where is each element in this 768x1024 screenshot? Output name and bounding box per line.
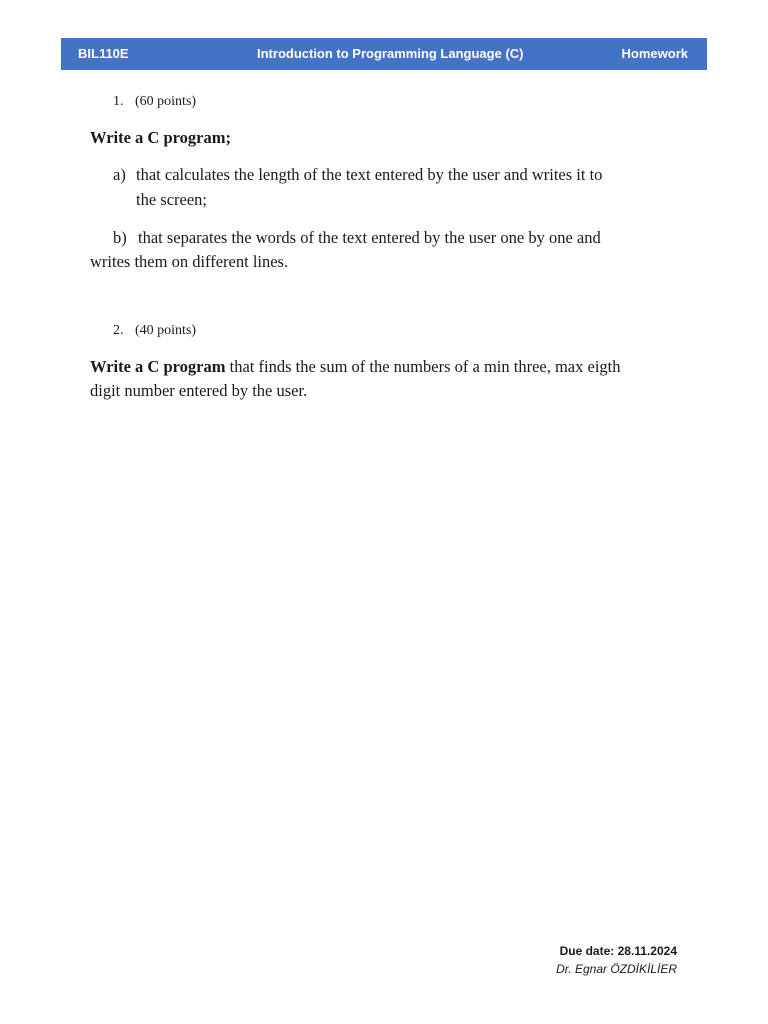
document-type: Homework — [621, 46, 688, 61]
question-1-number: 1. — [113, 94, 124, 109]
question-2-line1 — [90, 357, 621, 377]
question-1-part-b-label: b) — [113, 228, 127, 247]
question-1-part-b-line1: that separates the words of the text entered by the user one by one and — [138, 228, 601, 247]
author-name: Dr. Egnar ÖZDİKİLİER — [556, 962, 677, 976]
question-1-part-a-line2: the screen; — [136, 190, 208, 209]
question-1-part-b-line2: writes them on different lines. — [90, 252, 289, 271]
question-2-points: (40 points) — [135, 323, 197, 338]
question-2-line2: digit number entered by the user. — [90, 381, 308, 400]
question-1-part-a-label: a) — [113, 165, 126, 184]
question-2-heading — [113, 323, 196, 339]
document-header — [61, 38, 707, 70]
course-title: Introduction to Programming Language (C) — [257, 46, 524, 61]
due-date: Due date: 28.11.2024 — [559, 944, 677, 958]
question-1-heading — [113, 94, 196, 110]
question-2-number: 2. — [113, 323, 124, 338]
question-2-line1-rest: that finds the sum of the numbers of a min three, max eigth — [225, 357, 621, 376]
question-2-intro: Write a C program — [90, 357, 226, 376]
course-code: BIL110E — [78, 46, 129, 61]
question-1-points: (60 points) — [135, 94, 197, 109]
question-1-intro: Write a C program; — [90, 128, 231, 147]
question-1-part-a-line1: that calculates the length of the text entered by the user and writes it to — [136, 165, 603, 184]
